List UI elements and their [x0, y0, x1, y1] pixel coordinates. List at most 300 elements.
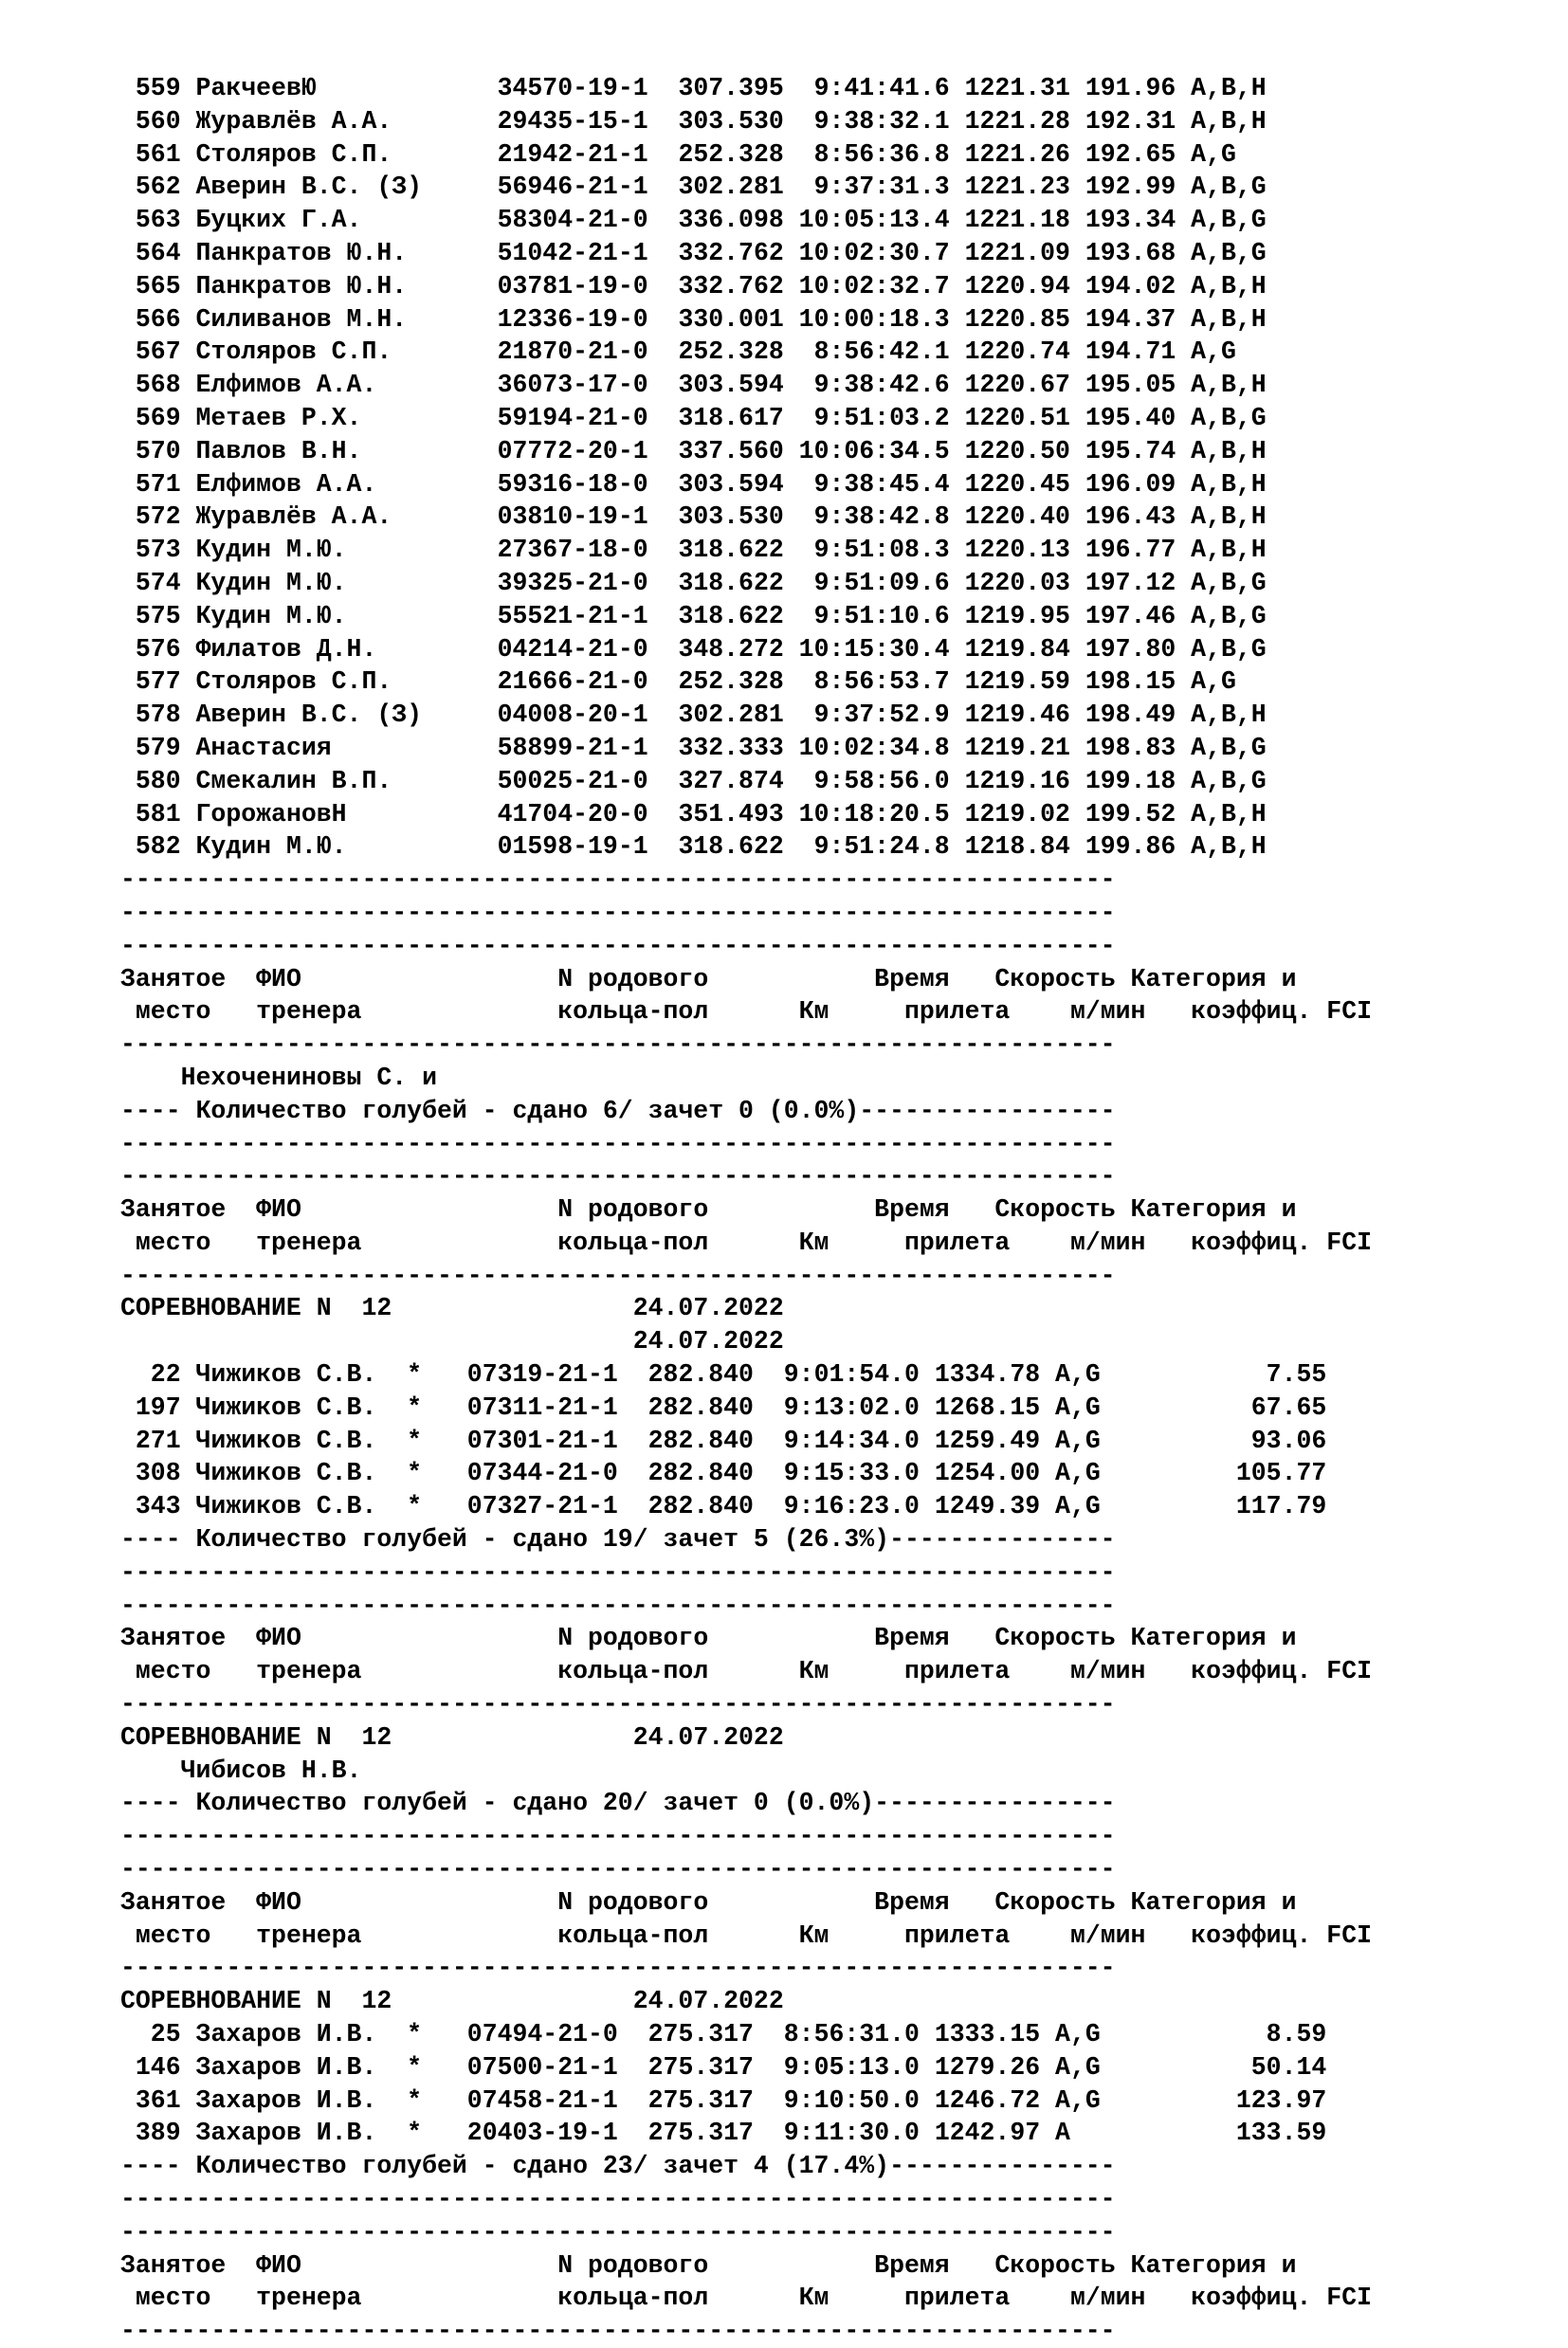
result-time: 9:10:50.0 — [768, 2085, 920, 2115]
result-trainer: Панкратов Ю.Н. — [195, 271, 498, 300]
competition-label: СОРЕВНОВАНИЕ N 12 — [120, 1722, 633, 1752]
result-category: A,B,G — [1191, 601, 1267, 630]
result-ring: 07458-21-1 — [466, 2085, 618, 2115]
result-trainer: Анастасия — [195, 733, 498, 762]
result-trainer: Аверин В.С. (З) — [195, 701, 498, 730]
result-place: 578 — [120, 701, 181, 730]
result-row — [120, 468, 1372, 501]
result-km: 275.317 — [647, 2020, 754, 2049]
result-trainer: Павлов В.Н. — [195, 436, 498, 465]
result-ring: 50025-21-0 — [497, 766, 648, 795]
result-time: 8:56:42.1 — [798, 337, 950, 367]
result-time: 8:56:36.8 — [798, 139, 950, 169]
header-category: Категория и — [1130, 2250, 1297, 2280]
header-speed-unit: м/мин — [1069, 1228, 1146, 1257]
result-row — [120, 567, 1372, 600]
divider: ------------------------------------------------------------------ — [120, 1030, 1116, 1060]
pigeon-count-summary: ---- Количество голубей - сдано 19/ зачет 5 (26.3%)--------------- — [120, 1525, 1116, 1555]
header-trainer: ФИО — [256, 1195, 558, 1225]
result-time: 9:14:34.0 — [768, 1426, 920, 1455]
result-time: 9:51:10.6 — [798, 601, 950, 630]
header-category: Категория и — [1130, 1887, 1297, 1917]
result-km: 318.617 — [678, 403, 784, 432]
header-ring: N родового — [557, 964, 709, 993]
result-category: A,G — [1055, 1426, 1131, 1455]
result-km: 332.762 — [678, 271, 784, 300]
trainer-result-row — [120, 2117, 1372, 2150]
result-km: 275.317 — [647, 2085, 754, 2115]
result-trainer: Захаров И.В. — [195, 2085, 408, 2115]
result-trainer: Захаров И.В. — [195, 2052, 408, 2082]
competition-heading — [120, 1985, 1372, 2018]
result-coef: 194.02 — [1085, 271, 1176, 300]
header-trainer-2: тренера — [256, 1920, 558, 1950]
result-coef: 192.31 — [1085, 106, 1176, 136]
result-time: 9:38:42.8 — [798, 502, 950, 532]
header-km: Км — [798, 1228, 830, 1257]
result-coef: 195.40 — [1085, 403, 1176, 432]
result-km: 302.281 — [678, 701, 784, 730]
result-place: 146 — [120, 2052, 181, 2082]
header-trainer-2: тренера — [256, 1657, 558, 1686]
header-category: Категория и — [1130, 964, 1297, 993]
header-place: Занятое — [120, 1887, 242, 1917]
header-ring: N родового — [557, 2250, 709, 2280]
result-time: 10:06:34.5 — [798, 436, 950, 465]
header-ring-2: кольца-пол — [557, 997, 709, 1027]
divider: ------------------------------------------------------------------ — [120, 1162, 1116, 1192]
result-speed: 1220.45 — [964, 469, 1070, 499]
result-km: 282.840 — [647, 1360, 754, 1390]
result-km: 303.530 — [678, 502, 784, 532]
competition-date: 24.07.2022 — [632, 1987, 784, 2016]
result-speed: 1220.67 — [964, 371, 1070, 400]
competition-heading — [120, 1721, 1372, 1755]
header-km: Км — [798, 1920, 830, 1950]
summary-text: ---- Количество голубей - сдано 19/ зачет 5 (26.3%) — [120, 1525, 890, 1555]
trainer-result-row — [120, 2051, 1372, 2084]
result-ring: 55521-21-1 — [497, 601, 648, 630]
result-mark: * — [407, 2052, 423, 2082]
result-speed: 1268.15 — [934, 1392, 1041, 1422]
summary-text: ---- Количество голубей - сдано 20/ зачет 0 (0.0%) — [120, 1789, 875, 1818]
result-place: 308 — [120, 1459, 181, 1488]
header-time: Время — [874, 964, 950, 993]
summary-text: ---- Количество голубей - сдано 23/ зачет 4 (17.4%) — [120, 2152, 890, 2181]
table-header-row-1 — [120, 1193, 1372, 1227]
divider: ------------------------------------------------------------------ — [120, 1129, 1116, 1158]
header-place-2: место — [135, 1657, 242, 1686]
result-ring: 36073-17-0 — [497, 371, 648, 400]
header-speed-unit: м/мин — [1069, 2284, 1146, 2313]
result-place: 343 — [120, 1492, 181, 1521]
table-header-row-1 — [120, 1886, 1372, 1920]
result-speed: 1220.13 — [964, 536, 1070, 565]
result-speed: 1218.84 — [964, 832, 1070, 862]
result-mark: * — [407, 1426, 423, 1455]
result-mark: * — [407, 1492, 423, 1521]
result-category: A,B,G — [1191, 206, 1267, 235]
result-row — [120, 665, 1372, 699]
result-ring: 07311-21-1 — [466, 1392, 618, 1422]
result-coef: 197.12 — [1085, 568, 1176, 597]
result-ring: 56946-21-1 — [497, 173, 648, 202]
result-ring: 07344-21-0 — [466, 1459, 618, 1488]
result-row — [120, 369, 1372, 402]
result-row — [120, 402, 1372, 435]
header-place-2: место — [135, 1228, 242, 1257]
result-time: 9:16:23.0 — [768, 1492, 920, 1521]
results-printout — [120, 72, 1372, 2348]
result-category: A,B,H — [1191, 106, 1267, 136]
header-time: Время — [874, 1624, 950, 1653]
header-trainer: ФИО — [256, 964, 558, 993]
result-ring: 07301-21-1 — [466, 1426, 618, 1455]
result-km: 302.281 — [678, 173, 784, 202]
result-trainer: Журавлёв А.А. — [195, 106, 498, 136]
result-time: 9:38:32.1 — [798, 106, 950, 136]
result-row — [120, 830, 1372, 864]
result-speed: 1254.00 — [934, 1459, 1041, 1488]
header-ring-2: кольца-пол — [557, 1657, 709, 1686]
result-coef: 198.49 — [1085, 701, 1176, 730]
result-time: 9:58:56.0 — [798, 766, 950, 795]
result-row — [120, 633, 1372, 666]
result-km: 282.840 — [647, 1426, 754, 1455]
result-row — [120, 138, 1372, 172]
result-speed: 1220.74 — [964, 337, 1070, 367]
result-coef: 123.97 — [1130, 2085, 1327, 2115]
result-row — [120, 765, 1372, 798]
result-ring: 59316-18-0 — [497, 469, 648, 499]
trainer-result-row — [120, 1425, 1372, 1458]
result-ring: 07327-21-1 — [466, 1492, 618, 1521]
result-coef: 7.55 — [1130, 1360, 1327, 1390]
result-time: 10:15:30.4 — [798, 634, 950, 664]
result-trainer: Смекалин В.П. — [195, 766, 498, 795]
result-time: 9:38:45.4 — [798, 469, 950, 499]
result-km: 252.328 — [678, 139, 784, 169]
result-trainer: Кудин М.Ю. — [195, 536, 498, 565]
header-ring-2: кольца-пол — [557, 1920, 709, 1950]
result-coef: 199.18 — [1085, 766, 1176, 795]
result-row — [120, 270, 1372, 303]
header-place-2: место — [135, 997, 242, 1027]
result-place: 574 — [120, 568, 181, 597]
result-km: 303.594 — [678, 469, 784, 499]
header-speed: Скорость — [994, 1887, 1116, 1917]
result-km: 330.001 — [678, 304, 784, 334]
result-place: 565 — [120, 271, 181, 300]
header-arrival: прилета — [903, 1228, 1011, 1257]
result-place: 569 — [120, 403, 181, 432]
result-category: A,B,H — [1191, 74, 1267, 102]
table-header-row-2 — [120, 1227, 1372, 1260]
result-trainer: Кудин М.Ю. — [195, 601, 498, 630]
result-ring: 07494-21-0 — [466, 2020, 618, 2049]
result-category: A,B,H — [1191, 436, 1267, 465]
result-place: 567 — [120, 337, 181, 367]
result-coef: 192.99 — [1085, 173, 1176, 202]
result-speed: 1219.59 — [964, 667, 1070, 697]
header-time: Время — [874, 1887, 950, 1917]
result-speed: 1220.94 — [964, 271, 1070, 300]
result-trainer: Чижиков С.В. — [195, 1459, 408, 1488]
result-ring: 21942-21-1 — [497, 139, 648, 169]
header-coef: коэффиц. FCI — [1191, 1657, 1373, 1686]
result-coef: 198.83 — [1085, 733, 1176, 762]
header-speed: Скорость — [994, 964, 1116, 993]
result-speed: 1219.95 — [964, 601, 1070, 630]
result-category: A,B,G — [1191, 173, 1267, 202]
result-coef: 196.09 — [1085, 469, 1176, 499]
result-speed: 1220.85 — [964, 304, 1070, 334]
header-place: Занятое — [120, 2250, 242, 2280]
result-category: A,G — [1055, 1392, 1131, 1422]
header-ring: N родового — [557, 1624, 709, 1653]
result-km: 318.622 — [678, 832, 784, 862]
result-coef: 199.86 — [1085, 832, 1176, 862]
result-place: 564 — [120, 238, 181, 267]
result-time: 10:05:13.4 — [798, 206, 950, 235]
result-speed: 1220.50 — [964, 436, 1070, 465]
result-place: 22 — [120, 1360, 181, 1390]
result-km: 348.272 — [678, 634, 784, 664]
result-category: A,B,G — [1191, 403, 1267, 432]
result-place: 579 — [120, 733, 181, 762]
result-ring: 07319-21-1 — [466, 1360, 618, 1390]
result-time: 8:56:31.0 — [768, 2020, 920, 2049]
result-mark: * — [407, 1360, 423, 1390]
result-km: 318.622 — [678, 568, 784, 597]
result-trainer: Чижиков С.В. — [195, 1392, 408, 1422]
result-mark: * — [407, 1459, 423, 1488]
result-ring: 07500-21-1 — [466, 2052, 618, 2082]
result-trainer: Филатов Д.Н. — [195, 634, 498, 664]
trainer-result-row — [120, 2084, 1372, 2118]
result-trainer: Захаров И.В. — [195, 2119, 408, 2148]
header-trainer: ФИО — [256, 1887, 558, 1917]
result-km: 275.317 — [647, 2119, 754, 2148]
header-place: Занятое — [120, 964, 242, 993]
result-coef: 194.71 — [1085, 337, 1176, 367]
divider: ------------------------------------------------------------------ — [120, 1261, 1116, 1290]
competition-heading — [120, 1292, 1372, 1325]
result-ring: 59194-21-0 — [497, 403, 648, 432]
result-mark: * — [407, 1392, 423, 1422]
result-speed: 1221.23 — [964, 173, 1070, 202]
divider: ------------------------------------------------------------------ — [120, 1954, 1116, 1983]
trainer-result-row — [120, 1392, 1372, 1425]
result-trainer: РакчеевЮ — [195, 74, 498, 102]
result-category: A,G — [1055, 1360, 1131, 1390]
result-category: A,B,H — [1191, 502, 1267, 532]
result-ring: 41704-20-0 — [497, 799, 648, 828]
header-arrival: прилета — [903, 2284, 1011, 2313]
result-category: A,B,G — [1191, 568, 1267, 597]
table-header-row-1 — [120, 2249, 1372, 2283]
result-time: 10:18:20.5 — [798, 799, 950, 828]
result-row — [120, 435, 1372, 468]
result-ring: 03810-19-1 — [497, 502, 648, 532]
result-row — [120, 105, 1372, 138]
result-time: 10:02:30.7 — [798, 238, 950, 267]
result-trainer: Метаев Р.Х. — [195, 403, 498, 432]
header-category: Категория и — [1130, 1624, 1297, 1653]
result-trainer: Буцких Г.А. — [195, 206, 498, 235]
result-row — [120, 336, 1372, 369]
table-header-row-2 — [120, 1655, 1372, 1688]
result-category: A,B,H — [1191, 832, 1267, 862]
table-header-row-2 — [120, 995, 1372, 1028]
result-coef: 117.79 — [1130, 1492, 1327, 1521]
header-km: Км — [798, 2284, 830, 2313]
header-speed: Скорость — [994, 2250, 1116, 2280]
result-category: A,G — [1191, 139, 1236, 169]
divider: ------------------------------------------------------------------ — [120, 865, 1116, 895]
result-ring: 20403-19-1 — [466, 2119, 618, 2148]
header-trainer-2: тренера — [256, 2284, 558, 2313]
result-place: 197 — [120, 1392, 181, 1422]
result-ring: 34570-19-1 — [497, 74, 648, 102]
result-trainer: Силиванов М.Н. — [195, 304, 498, 334]
header-place-2: место — [135, 2284, 242, 2313]
result-place: 570 — [120, 436, 181, 465]
result-ring: 21870-21-0 — [497, 337, 648, 367]
result-ring: 04214-21-0 — [497, 634, 648, 664]
result-time: 10:00:18.3 — [798, 304, 950, 334]
result-trainer: Панкратов Ю.Н. — [195, 238, 498, 267]
result-km: 332.762 — [678, 238, 784, 267]
divider: ------------------------------------------------------------------ — [120, 2217, 1116, 2247]
result-time: 9:37:52.9 — [798, 701, 950, 730]
result-coef: 192.65 — [1085, 139, 1176, 169]
header-place: Занятое — [120, 1624, 242, 1653]
result-row — [120, 699, 1372, 732]
result-time: 9:41:41.6 — [798, 74, 950, 102]
header-coef: коэффиц. FCI — [1191, 1228, 1373, 1257]
result-category: A,B,H — [1191, 271, 1267, 300]
result-coef: 195.74 — [1085, 436, 1176, 465]
result-place: 581 — [120, 799, 181, 828]
header-place: Занятое — [120, 1195, 242, 1225]
result-coef: 50.14 — [1130, 2052, 1327, 2082]
result-km: 327.874 — [678, 766, 784, 795]
result-speed: 1221.09 — [964, 238, 1070, 267]
result-coef: 196.77 — [1085, 536, 1176, 565]
table-header-row-2 — [120, 1920, 1372, 1953]
header-trainer: ФИО — [256, 1624, 558, 1653]
divider: ------------------------------------------------------------------ — [120, 2185, 1116, 2213]
result-ring: 58899-21-1 — [497, 733, 648, 762]
result-time: 9:51:24.8 — [798, 832, 950, 862]
result-speed: 1220.03 — [964, 568, 1070, 597]
result-speed: 1246.72 — [934, 2085, 1041, 2115]
competition-date: 24.07.2022 — [632, 1294, 784, 1323]
result-km: 318.622 — [678, 601, 784, 630]
result-time: 9:51:03.2 — [798, 403, 950, 432]
result-place: 580 — [120, 766, 181, 795]
result-speed: 1219.84 — [964, 634, 1070, 664]
pigeon-count-summary: ---- Количество голубей - сдано 23/ зачет 4 (17.4%)--------------- — [120, 2152, 1116, 2181]
result-speed: 1220.51 — [964, 403, 1070, 432]
trainer-name: Нехочениновы С. и — [180, 1063, 437, 1092]
competition-date-line — [120, 1325, 1372, 1358]
result-km: 307.395 — [678, 74, 784, 102]
competition-label: СОРЕВНОВАНИЕ N 12 — [120, 1987, 633, 2016]
result-category: A,B,H — [1191, 304, 1267, 334]
result-time: 10:02:32.7 — [798, 271, 950, 300]
result-speed: 1242.97 — [934, 2119, 1041, 2148]
result-time: 9:01:54.0 — [768, 1360, 920, 1390]
result-category: A,B,G — [1191, 238, 1267, 267]
result-place: 562 — [120, 173, 181, 202]
result-speed: 1334.78 — [934, 1360, 1041, 1390]
result-category: A,B,H — [1191, 701, 1267, 730]
result-coef: 197.46 — [1085, 601, 1176, 630]
trainer-name: Чибисов Н.В. — [180, 1756, 362, 1785]
result-coef: 195.05 — [1085, 371, 1176, 400]
result-speed: 1259.49 — [934, 1426, 1041, 1455]
result-place: 361 — [120, 2085, 181, 2115]
result-category: A,B,H — [1191, 469, 1267, 499]
result-trainer: Захаров И.В. — [195, 2020, 408, 2049]
result-speed: 1221.26 — [964, 139, 1070, 169]
result-coef: 105.77 — [1130, 1459, 1327, 1488]
result-speed: 1220.40 — [964, 502, 1070, 532]
result-mark: * — [407, 2119, 423, 2148]
result-speed: 1249.39 — [934, 1492, 1041, 1521]
pigeon-count-summary: ---- Количество голубей - сдано 6/ зачет 0 (0.0%)----------------- — [120, 1096, 1116, 1125]
result-trainer: Журавлёв А.А. — [195, 502, 498, 532]
table-header-row-2 — [120, 2282, 1372, 2315]
result-trainer: Аверин В.С. (З) — [195, 173, 498, 202]
competition-date: 24.07.2022 — [632, 1722, 784, 1752]
header-km: Км — [798, 1657, 830, 1686]
divider: ------------------------------------------------------------------ — [120, 1822, 1116, 1851]
result-coef: 198.15 — [1085, 667, 1176, 697]
result-time: 9:51:09.6 — [798, 568, 950, 597]
result-ring: 21666-21-0 — [497, 667, 648, 697]
table-header-row-1 — [120, 963, 1372, 996]
header-ring-2: кольца-пол — [557, 2284, 709, 2313]
result-speed: 1221.31 — [964, 74, 1070, 102]
result-category: A,G — [1191, 337, 1236, 367]
result-time: 9:37:31.3 — [798, 173, 950, 202]
result-place: 566 — [120, 304, 181, 334]
competition-date-2: 24.07.2022 — [632, 1327, 784, 1356]
result-place: 577 — [120, 667, 181, 697]
result-km: 252.328 — [678, 667, 784, 697]
result-category: A,B,G — [1191, 766, 1267, 795]
result-coef: 199.52 — [1085, 799, 1176, 828]
header-place-2: место — [135, 1920, 242, 1950]
result-km: 318.622 — [678, 536, 784, 565]
result-speed: 1221.18 — [964, 206, 1070, 235]
header-trainer-2: тренера — [256, 997, 558, 1027]
result-place: 563 — [120, 206, 181, 235]
result-ring: 01598-19-1 — [497, 832, 648, 862]
result-km: 275.317 — [647, 2052, 754, 2082]
header-coef: коэффиц. FCI — [1191, 997, 1373, 1027]
result-coef: 93.06 — [1130, 1426, 1327, 1455]
pigeon-count-summary: ---- Количество голубей - сдано 20/ зачет 0 (0.0%)---------------- — [120, 1789, 1116, 1818]
result-row — [120, 72, 1372, 105]
result-category: A,G — [1055, 2020, 1131, 2049]
header-speed-unit: м/мин — [1069, 997, 1146, 1027]
result-category: A,B,G — [1191, 634, 1267, 664]
result-km: 332.333 — [678, 733, 784, 762]
